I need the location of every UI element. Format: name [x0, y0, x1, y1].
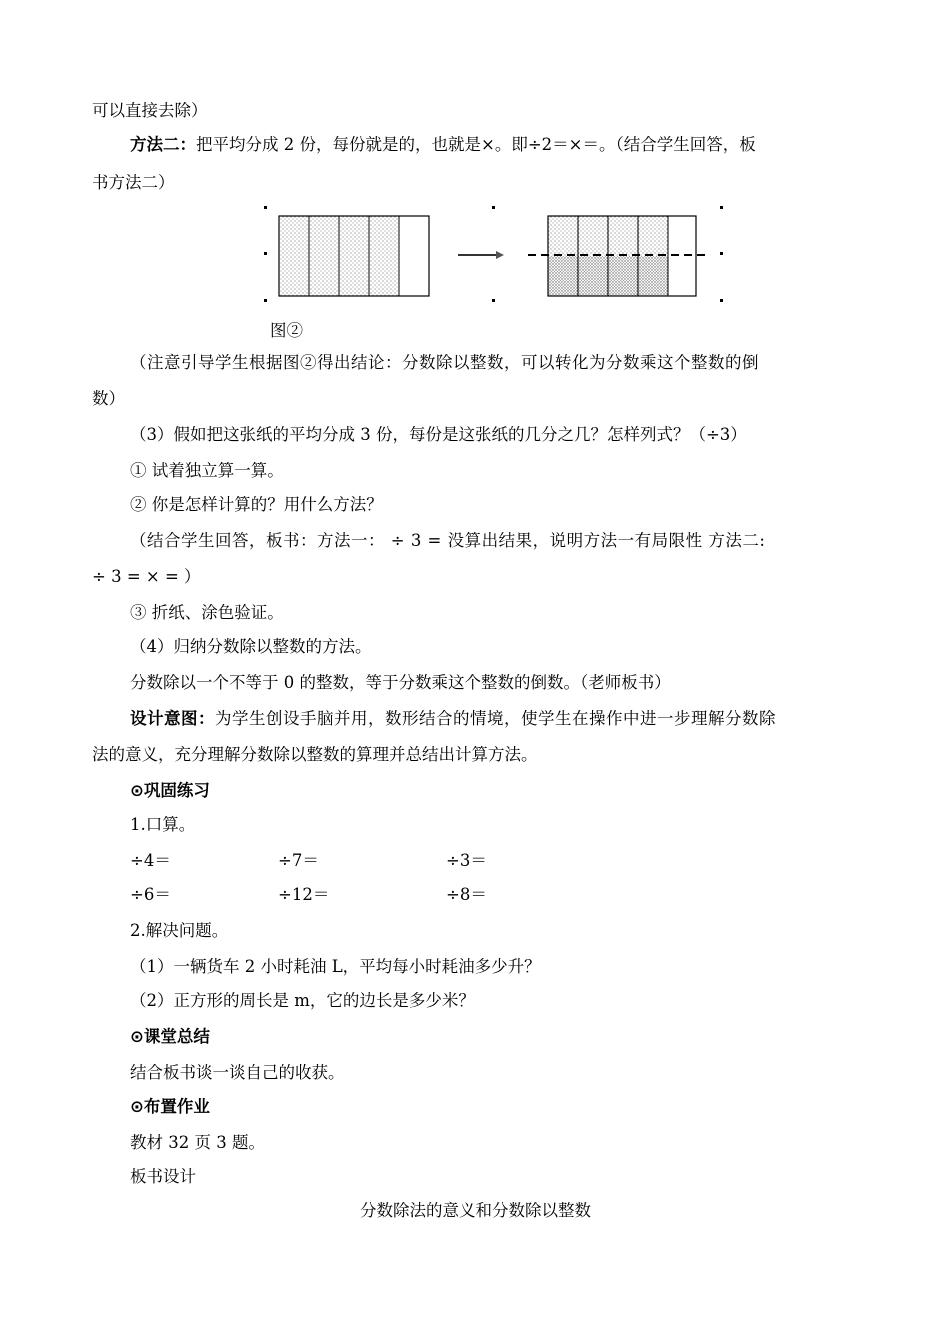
text-line-9: （结合学生回答，板书：方法一： ÷ 3 = 没算出结果，说明方法一有局限性 方法二: [130, 531, 766, 550]
right-paper-rect [528, 216, 710, 296]
oral-calc-r2c2: ÷12＝ [278, 885, 330, 904]
text-line-1: 可以直接去除） [92, 101, 208, 120]
method-two-label: 方法二： [130, 135, 196, 154]
oral-calc-r2c1: ÷6＝ [130, 885, 171, 904]
oral-calc-r2c3: ÷8＝ [446, 885, 487, 904]
oral-calc-r1c2: ÷7＝ [278, 851, 319, 870]
section-heading-homework: ⊙布置作业 [130, 1097, 210, 1116]
text-line-17: 1.口算。 [130, 815, 196, 834]
fraction-paper-figure [258, 200, 728, 310]
text-line-22: （2）正方形的周长是 m，它的边长是多少米？ [130, 991, 475, 1010]
text-line-21: （1）一辆货车 2 小时耗油 L，平均每小时耗油多少升？ [130, 957, 541, 976]
text-line-12: （4）归纳分数除以整数的方法。 [130, 637, 372, 656]
text-line-24: 结合板书谈一谈自己的收获。 [130, 1063, 345, 1082]
text-line-5: 数） [92, 389, 125, 408]
text-line-11: ③ 折纸、涂色验证。 [130, 603, 284, 622]
text-line-27: 板书设计 [130, 1167, 196, 1186]
design-intent-line [130, 708, 776, 730]
text-line-20: 2.解决问题。 [130, 921, 229, 940]
arrow-icon [458, 251, 504, 259]
text-line-7: ① 试着独立算一算。 [130, 461, 284, 480]
text-line-26: 教材 32 页 3 题。 [130, 1133, 265, 1152]
method-two-line [130, 134, 756, 156]
text-line-4: （注意引导学生根据图②得出结论：分数除以整数，可以转化为分数乘这个整数的倒 [130, 353, 759, 372]
method-two-text: 把平均分成 2 份，每份就是的，也就是×。即÷2＝×＝。（结合学生回答，板 [196, 135, 756, 154]
text-line-3: 书方法二） [92, 173, 175, 192]
design-intent-text: 为学生创设手脑并用，数形结合的情境，使学生在操作中进一步理解分数除 [215, 709, 776, 728]
text-line-13: 分数除以一个不等于 0 的整数，等于分数乘这个整数的倒数。（老师板书） [130, 673, 671, 692]
oral-calc-r1c3: ÷3＝ [446, 851, 487, 870]
text-line-15: 法的意义，充分理解分数除以整数的算理并总结出计算方法。 [92, 745, 538, 764]
oral-calc-r1c1: ÷4＝ [130, 851, 171, 870]
section-heading-summary: ⊙课堂总结 [130, 1027, 210, 1046]
left-paper-rect [279, 216, 429, 296]
text-line-8: ② 你是怎样计算的？用什么方法？ [130, 495, 383, 514]
design-intent-label: 设计意图： [130, 709, 215, 728]
board-design-title: 分数除法的意义和分数除以整数 [360, 1201, 591, 1220]
text-line-10: ÷ 3 = × = ） [92, 567, 201, 586]
figure-caption: 图② [270, 321, 303, 340]
section-heading-practice: ⊙巩固练习 [130, 781, 210, 800]
text-line-6: （3）假如把这张纸的平均分成 3 份，每份是这张纸的几分之几？怎样列式？（÷3） [130, 425, 747, 444]
fraction-diagram [258, 200, 728, 310]
